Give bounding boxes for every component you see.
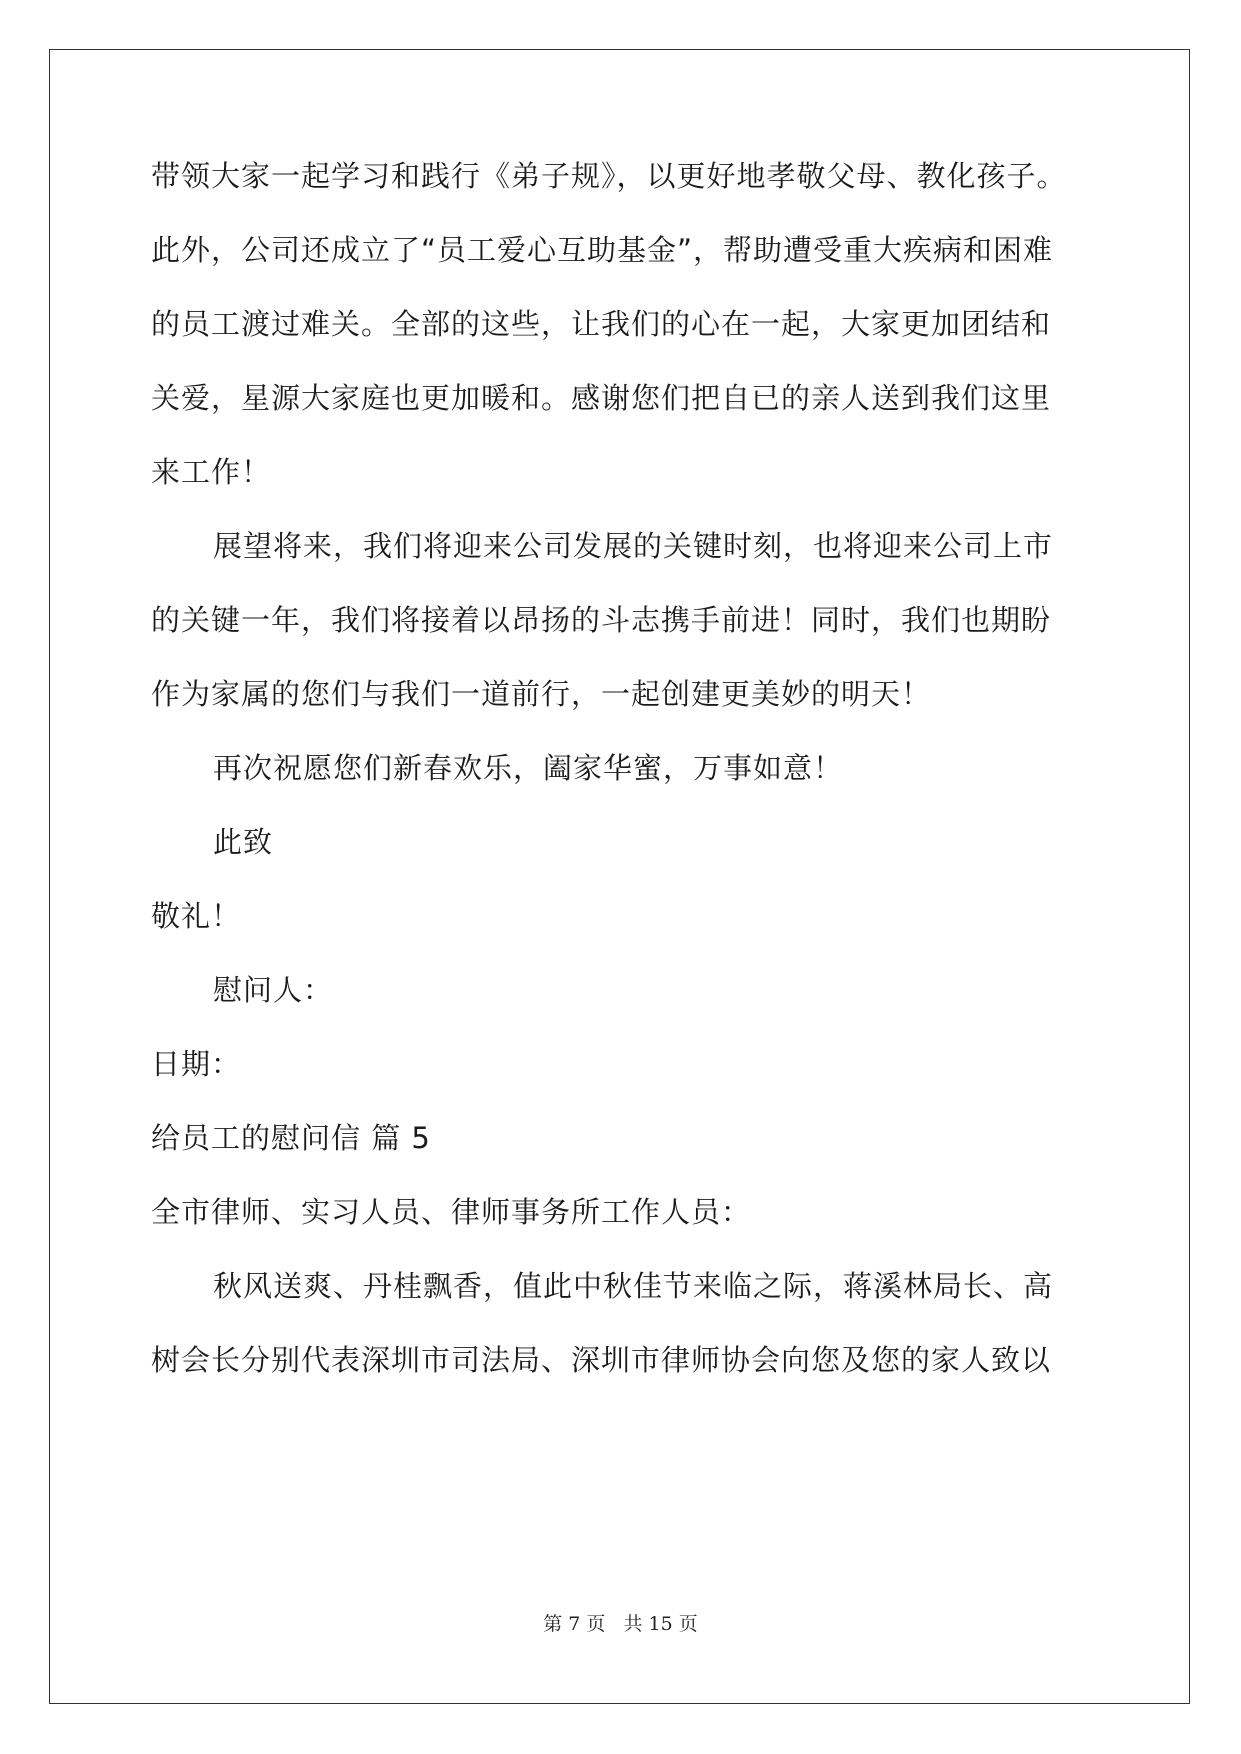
page-number: 第 7 页: [543, 1613, 606, 1635]
body-line-4: 关爱，星源大家庭也更加暖和。感谢您们把自已的亲人送到我们这里: [151, 381, 1052, 415]
salutation-line: 敬礼！: [151, 899, 242, 933]
body-line-3: 的员工渡过难关。全部的这些，让我们的心在一起，大家更加团结和: [151, 307, 1052, 341]
page-border: [49, 49, 1190, 1704]
closing-line: 此致: [213, 825, 274, 859]
signer-line: 慰问人：: [213, 973, 334, 1007]
section-heading: 给员工的慰问信 篇 5: [151, 1121, 431, 1155]
greeting-line: 再次祝愿您们新春欢乐，阖家华蜜，万事如意！: [213, 751, 844, 785]
body-line-10: 树会长分别代表深圳市司法局、深圳市律师协会向您及您的家人致以: [151, 1343, 1052, 1377]
date-line: 日期：: [151, 1047, 242, 1081]
body-line-5: 来工作！: [151, 455, 272, 489]
body-line-1: 带领大家一起学习和践行《弟子规》，以更好地孝敬父母、教化孩子。: [151, 159, 1067, 193]
body-line-7: 的关键一年，我们将接着以昂扬的斗志携手前进！同时，我们也期盼: [151, 603, 1052, 637]
body-line-9: 秋风送爽、丹桂飘香，值此中秋佳节来临之际，蒋溪林局长、高: [213, 1269, 1054, 1303]
body-line-8: 作为家属的您们与我们一道前行，一起创建更美妙的明天！: [151, 677, 932, 711]
body-line-2: 此外，公司还成立了“员工爱心互助基金”，帮助遭受重大疾病和困难: [151, 233, 1054, 267]
recipient-line: 全市律师、实习人员、律师事务所工作人员：: [151, 1195, 752, 1229]
body-line-6: 展望将来，我们将迎来公司发展的关键时刻，也将迎来公司上市: [213, 529, 1054, 563]
page-footer: [0, 1612, 1241, 1636]
page-total: 共 15 页: [623, 1613, 698, 1635]
